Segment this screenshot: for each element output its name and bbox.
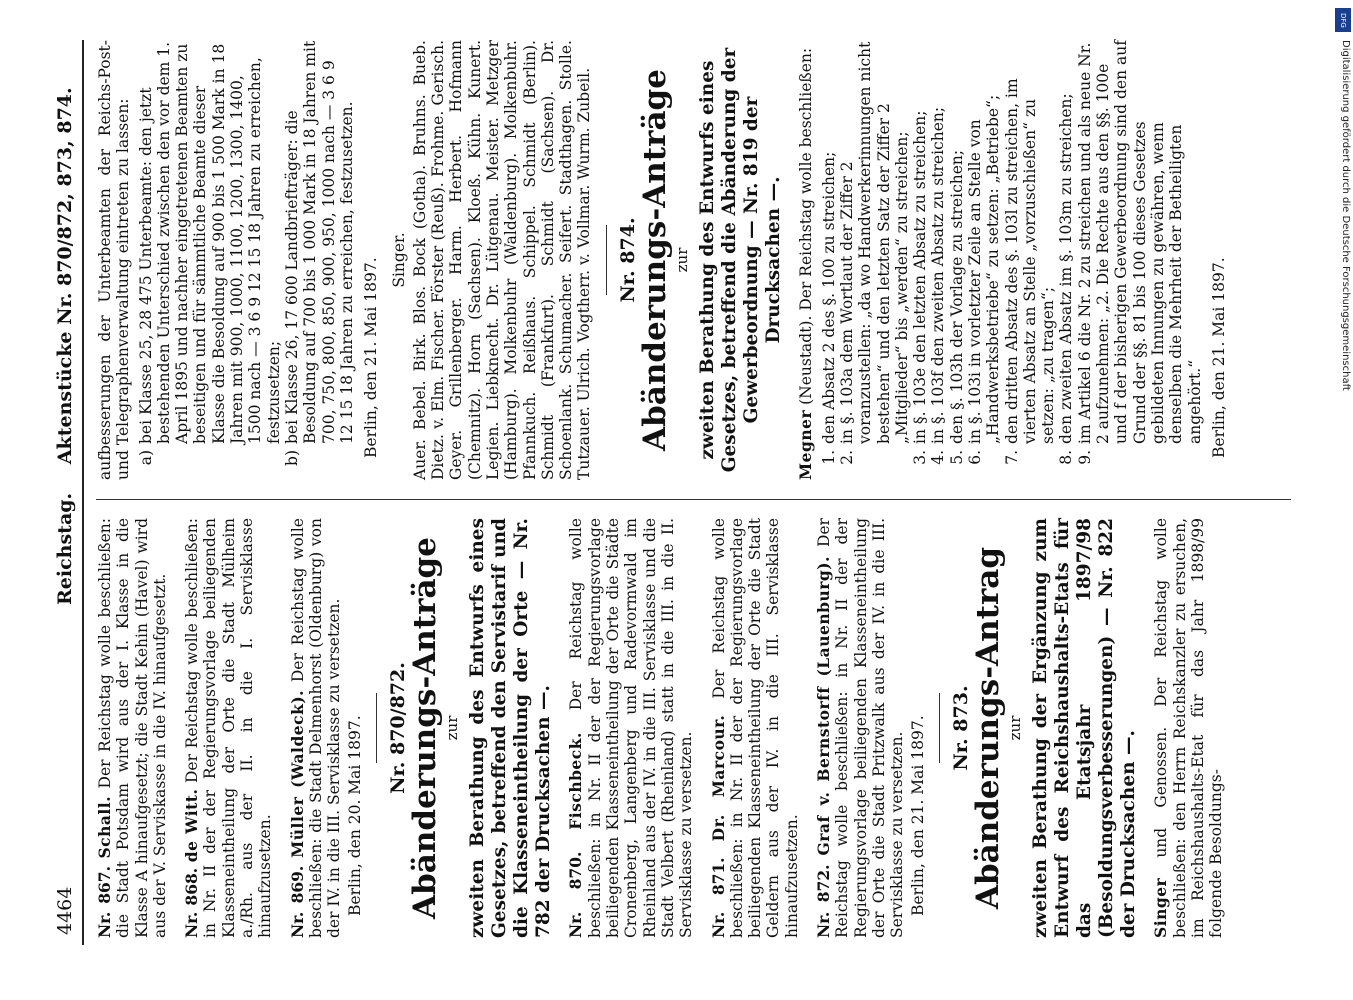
list-item-text: bei Klasse 25, 28 475 Unterbeamte: den jetzt bestehenden Unterschied zwischen den vor dem 1. April 1895 und nachher eingetretenen Beamten zu beseitigen und für sämmtliche Beamte dieser Klasse die Besoldung auf 900 bis 1 500 Mark in 18 Jahren mit 900, 1000, 1100, 1200, 1300, 1400, 1500 nach — 3 6 9 12 15 18 Jahren zu erreichen, festzusetzen; bbox=[136, 41, 283, 444]
motion-text: Der Reichstag wolle beschließen: in Nr. II der der Regierungsvorlage beiliegenden Klasseneintheilung der Orte die Stadt Pritzwalk aus der IV. in die III. Servisklasse zu versetzen. bbox=[815, 518, 907, 938]
list-item bbox=[911, 40, 929, 480]
list-item-key: 4. bbox=[929, 450, 948, 465]
motion-869 bbox=[289, 518, 344, 938]
cosigner-names: Auer. Bebel. Birk. Blos. Bock (Gotha). Bruhns. Bueb. Dietz. v. Elm. Fischer. Förster (Reuß). Frohme. Gerisch. Geyer. Grillenberger. Harm. Herbert. Hofmann (Chemnitz). Horn (Sachsen). Kloeß. Kühn. Kunert. Legien. Liebknecht. Dr. Lütgenau. Meister. Metzger (Hamburg). Molkenbuhr (Waldenburg). Molkenbuhr. Pfannkuch. Reißhaus. Schippel. Schmidt (Berlin). Schmidt (Frankfurt). Schmidt (Sachsen). Dr. Schoenlank. Schumacher. Seifert. Stadthagen. Stolle. Tutzauer. Ulrich. Vogtherr. v. Vollmar. Wurm. Zubeil. bbox=[410, 40, 594, 480]
column-divider bbox=[96, 499, 1291, 500]
signer-name: Singer. bbox=[390, 232, 409, 288]
digitization-note: Digitalisierung gefördert durch die Deutsche Forschungsgemeinschaft bbox=[1340, 40, 1351, 391]
separator-rule bbox=[939, 693, 940, 763]
list-item-key: 6. bbox=[965, 450, 984, 465]
section-zur: zur bbox=[673, 247, 692, 273]
motion-874 bbox=[797, 40, 815, 480]
motion-870 bbox=[567, 518, 695, 938]
motion-871 bbox=[710, 518, 801, 938]
list-item bbox=[838, 40, 911, 480]
motion-number: Nr. 868. bbox=[182, 867, 202, 938]
list-item bbox=[966, 40, 1003, 480]
date-line: Berlin, den 21. Mai 1897. bbox=[1209, 257, 1228, 458]
motion-author: Dr. Marcour. bbox=[708, 714, 728, 842]
header-title bbox=[54, 65, 76, 605]
list-item bbox=[1003, 40, 1058, 480]
motion-text: Der Reichstag wolle beschließen: in Nr. II der der Regierungsvorlage beiliegenden Klasseneintheilung der Orte die Stadt Geldern aus der IV. in die III. Servisklasse hinaufzusetzen. bbox=[709, 518, 801, 938]
list-item bbox=[137, 40, 283, 480]
motion-author: Müller (Waldeck). bbox=[287, 689, 307, 858]
list-item bbox=[1057, 40, 1075, 480]
list-item bbox=[820, 40, 838, 480]
section-number: Nr. 873. bbox=[949, 685, 972, 771]
column-right bbox=[96, 40, 1238, 480]
list-item-text: im Artikel 6 die Nr. 2 zu streichen und als neue Nr. 2 aufzunehmen: „2. Die Rechte aus den §§. 100e und f der bisherigen Gewerbeordnung sind den auf Grund der §§. 81 bis 100 dieses Gesetzes gebildeten Innungen zu gewähren, wenn denselben die Mehrheit der Betheiligten angehört.“ bbox=[1075, 40, 1204, 444]
list-item-text: den zweiten Absatz im §. 103m zu streichen; bbox=[1057, 93, 1076, 444]
list-item-key: 8. bbox=[1057, 450, 1076, 465]
motion-author: Singer bbox=[1151, 877, 1171, 938]
list-item-key: a) bbox=[136, 450, 155, 466]
list-item-text: den §. 103h der Vorlage zu streichen; bbox=[947, 149, 966, 444]
motion-author: Schall. bbox=[95, 795, 114, 859]
list-item bbox=[1076, 40, 1204, 480]
list-item-key: 5. bbox=[947, 450, 966, 465]
list-item-text: bei Klasse 26, 17 600 Landbriefträger: die Besoldung auf 700 bis 1 000 Mark in 18 Jahren mit 700, 750, 800, 850, 900, 950, 1000 nach — 3 6 9 12 15 18 Jahren zu erreichen, festzusetzen. bbox=[282, 40, 356, 444]
motion-text: Der Reichstag wolle beschließen: in Nr. II der der Regierungsvorlage beiliegenden Klasseneintheilung der Orte die Städte Cronenberg, Langenberg und Radevormwald im Rheinland aus der IV. in die III. Servisklasse und die Stadt Velbert (Rheinland) statt in die III. in die II. Servisklasse zu versetzen. bbox=[567, 518, 696, 938]
separator-rule bbox=[606, 225, 607, 295]
page-number: 4464 bbox=[54, 886, 76, 935]
motion-number: Nr. 869. bbox=[287, 865, 307, 938]
section-zur: zur bbox=[443, 715, 462, 741]
motion-author: Megner bbox=[796, 409, 816, 480]
motion-number: Nr. 870. bbox=[566, 851, 586, 938]
list-item-text: den dritten Absatz des §. 103l zu streichen, im vierten Absatz an Stelle „vorzuschießen“ zu setzen: „zu tragen“; bbox=[1002, 78, 1058, 444]
section-title: Abänderungs-Anträge bbox=[637, 69, 674, 451]
section-subject: zweiten Berathung des Entwurfs eines Gesetzes, betreffend die Abänderung der Gewerbeordnung — Nr. 819 der Drucksachen —. bbox=[697, 47, 785, 473]
header-left-title: Reichstag. bbox=[54, 492, 76, 605]
date-line: Berlin, den 21. Mai 1897. bbox=[908, 715, 927, 916]
list-item-text: in §. 103a dem Wortlaut der Ziffer 2 voranzustellen: „da wo Handwerkerinnungen nicht bestehen“ und den letzten Satz der Ziffer 2 „Mitglieder“ bis „werden“ zu streichen; bbox=[837, 41, 911, 444]
motion-text: Der Reichstag wolle beschließen: die Stadt Potsdam wird aus der I. Klasse in die Klasse A hinaufgesetzt; die Stadt Kehin (Havel) wird aus der V. Serviskasse in die IV. hinaufgesetzt. bbox=[96, 518, 169, 938]
motion-872 bbox=[815, 518, 906, 938]
header-center-title: Aktenstücke Nr. 870/872, 873, 874. bbox=[54, 87, 76, 465]
motion-author: Graf v. Bernstorff (Lauenburg). bbox=[814, 556, 834, 856]
list-item-key: 1. bbox=[819, 450, 838, 465]
motion-number: Nr. 871. bbox=[708, 857, 728, 938]
date-line: Berlin, den 21. Mai 1897. bbox=[362, 257, 381, 458]
motion-text: Der Reichstag wolle beschließen: die Stadt Delmenhorst (Oldenburg) von der IV. in die III. Servisklasse zu versetzen. bbox=[288, 518, 344, 938]
list-item bbox=[283, 40, 356, 480]
section-zur: zur bbox=[1006, 715, 1025, 741]
motion-868 bbox=[183, 518, 274, 938]
section-number: Nr. 870/872. bbox=[386, 662, 409, 794]
motion-author: Fischbeck. bbox=[566, 732, 586, 830]
list-item-key: b) bbox=[282, 450, 301, 466]
motion-text: (Neustadt). Der Reichstag wolle beschließen: bbox=[797, 47, 816, 405]
section-subject: zweiten Berathung des Entwurfs eines Gesetzes, betreffend den Servistarif und die Klasseneintheilung der Orte — Nr. 782 der Drucksachen —. bbox=[467, 518, 555, 938]
motion-text: Der Reichstag wolle beschließen: in Nr. II der der Regierungsvorlage beiliegenden Klasseneintheilung der Orte die Stadt Mülheim a./Rh. aus der II. in die I. Servisklasse hinaufzusetzen. bbox=[183, 518, 275, 938]
list-item-text: in §. 103i in vorletzter Zeile an Stelle von „Handwerksbetriebe“ zu setzen: „Betriebe“; bbox=[965, 94, 1003, 444]
list-item bbox=[948, 40, 966, 480]
motion-number: Nr. 872. bbox=[814, 864, 834, 938]
section-subject: zweiten Berathung der Ergänzung zum Entwurf des Reichshaushalts-Etats für das Etatsjahr 1897/98 (Besoldungsverbesserungen) — Nr. 822 der Drucksachen —. bbox=[1030, 518, 1140, 938]
list-item-text: den Absatz 2 des §. 100 zu streichen; bbox=[819, 151, 838, 444]
salary-list bbox=[137, 40, 357, 480]
column-left bbox=[96, 518, 1240, 938]
date-line: Berlin, den 20. Mai 1897. bbox=[345, 715, 364, 916]
motion-873-singer bbox=[1152, 518, 1225, 938]
section-title: Abänderungs-Anträge bbox=[407, 537, 444, 919]
list-item-key: 3. bbox=[911, 450, 930, 465]
continuation-text: aufbesserungen der Unterbeamten der Reichs-Post- und Telegraphenverwaltung eintreten zu lassen: bbox=[96, 40, 133, 480]
page-header bbox=[42, 40, 84, 945]
list-item-key: 7. bbox=[1002, 450, 1021, 465]
list-item bbox=[929, 40, 947, 480]
dfg-logo: DFG bbox=[1335, 8, 1351, 32]
motion-text: und Genossen. Der Reichstag wolle beschließen: den Herrn Reichskanzler zu ersuchen, im Reichshaushalts-Etat für das Jahr 1898/99 folgende Besoldungs- bbox=[1152, 518, 1226, 938]
amendment-list bbox=[820, 40, 1204, 480]
motion-number: Nr. 867. bbox=[95, 866, 114, 938]
list-item-key: 9. bbox=[1075, 450, 1094, 465]
section-title: Abänderungs-Antrag bbox=[970, 546, 1007, 910]
list-item-key: 2. bbox=[837, 450, 856, 465]
separator-rule bbox=[376, 693, 377, 763]
list-item-text: in §. 103f den zweiten Absatz zu streichen; bbox=[929, 106, 948, 444]
section-number: Nr. 874. bbox=[616, 217, 639, 303]
motion-867 bbox=[96, 518, 169, 938]
list-item-text: in §. 103e den letzten Absatz zu streichen; bbox=[911, 110, 930, 444]
motion-author: de Witt. bbox=[182, 788, 202, 863]
